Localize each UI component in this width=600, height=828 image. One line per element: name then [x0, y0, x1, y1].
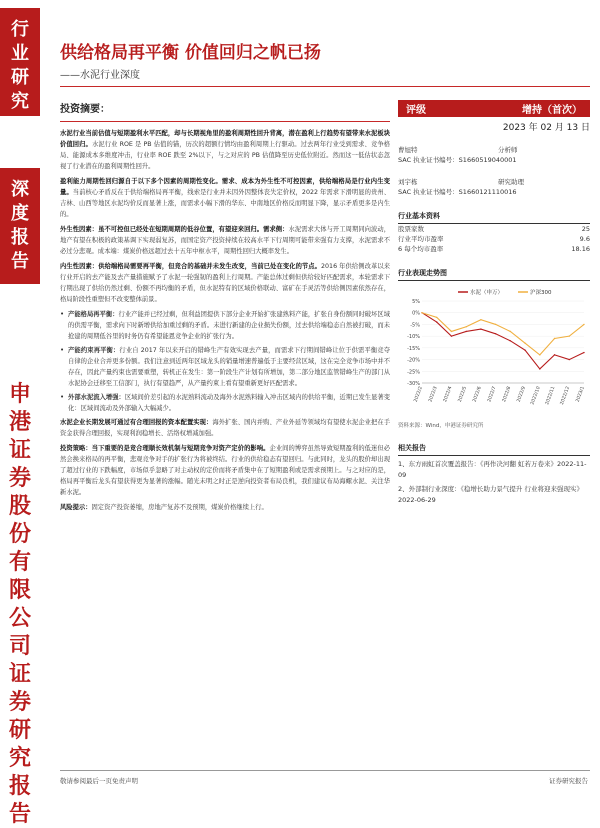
basic-info-key: 股票家数	[398, 225, 424, 233]
x-tick-label: 2023/1	[575, 385, 586, 403]
bullet-item	[60, 345, 390, 389]
vertical-char: 研	[8, 717, 31, 743]
data-point	[524, 342, 525, 343]
basic-info-row	[398, 224, 590, 234]
body-paragraph	[60, 261, 390, 305]
x-tick-label: 2022/6	[472, 385, 483, 403]
data-point	[539, 354, 540, 355]
basic-info-row	[398, 244, 590, 254]
vertical-char: 研	[11, 67, 29, 88]
paragraph-lead: 风险提示：	[60, 504, 92, 511]
related-report-item: 2、外部制行业深度：《稳增长助力景气提升 行业将迎来强现实》2022-06-29	[398, 485, 583, 504]
summary-heading: 投资摘要：	[60, 104, 110, 115]
vertical-char: 司	[8, 633, 31, 659]
right-column	[398, 100, 590, 506]
bullet-lead: 产能约束再平衡：	[68, 347, 120, 354]
vertical-char: 行	[11, 19, 29, 40]
body-paragraph	[60, 176, 390, 220]
vertical-char: 究	[11, 91, 29, 112]
data-point	[539, 368, 540, 369]
report-type-label-box	[0, 168, 40, 284]
body-paragraph	[60, 417, 390, 439]
paragraph-text: 水泥需求大体与开工周期同向波动，地产有望在积极的政策基调下实现弱复苏，而国定资产投资持续在较高水平下行周期可能带来强有力支撑，水泥需求不必过分悲观。成本端：煤炭价格远超过去十五年中枢水平，周期性回归大概率发生。	[60, 226, 391, 255]
header-divider	[60, 86, 590, 87]
vertical-char: 有	[8, 549, 31, 575]
y-tick-label: -15%	[407, 345, 420, 352]
body-paragraph	[60, 224, 390, 257]
series-line-0	[422, 313, 584, 369]
paragraph-lead: 盈利能力周期性回归源自于以下多个因素的周期性变化。需求、成本为外生性不可控因素，供给端格局是行业内生变量。	[60, 178, 390, 196]
bullet-lead: 外部水泥流入增强：	[68, 394, 125, 401]
data-point	[421, 312, 422, 313]
bullet-text: 行业自 2017 年以来开启的错峰生产有效实现去产量，而需求下行期间错峰让位于供需平衡竞夺自律的企业合并更多份额。我们注意到近两年区域龙头的销量增速普遍低于主要经营区域，这在完全竞争市场中并不存在，因此产量约束也需要重塑，转机正在发生：第一阶段生产计划有所增加，第二部分地区监管错峰生产的部门从水泥协会迁移至工信部门，执行有望趋严，从产量约束上看有望重新更好匹配需求。	[68, 347, 391, 387]
data-point	[436, 317, 437, 318]
vertical-char: 报	[8, 773, 31, 799]
category-label-box	[0, 8, 40, 116]
analyst-block	[398, 145, 590, 197]
x-tick-label: 2022/9	[516, 385, 527, 403]
data-point	[480, 319, 481, 320]
y-tick-label: -20%	[407, 357, 420, 364]
report-subtitle: ——水泥行业深度	[60, 70, 140, 81]
data-point	[554, 338, 555, 339]
basic-info-value: 18.16	[571, 245, 590, 253]
data-point	[524, 350, 525, 351]
paragraph-lead: 内生性因素：供给端格局需要再平衡，但竞合的基础并未发生改变，当前已处在变化的节点。	[60, 263, 322, 270]
x-tick-label: 2022/8	[502, 385, 513, 403]
main-column	[60, 100, 390, 780]
chart-title: 行业表现走势图	[398, 268, 590, 281]
footer-divider	[60, 770, 590, 771]
data-point	[465, 331, 466, 332]
data-point	[465, 326, 466, 327]
data-point	[451, 335, 452, 336]
related-report-item: 1、东方雨虹首次覆盖报告：《再作决河翻 虹若万卷来》2022-11-09	[398, 460, 587, 479]
analyst-cert: SAC 执业证书编号：S1660519040001	[398, 156, 517, 164]
analyst-role: 分析师	[498, 146, 518, 154]
data-point	[569, 359, 570, 360]
x-tick-label: 2022/11	[545, 385, 557, 406]
rating-label: 评级	[406, 105, 426, 116]
vertical-char: 券	[8, 689, 31, 715]
related-reports-title: 相关报告	[398, 443, 590, 456]
paragraph-lead: 投资策略：当下重要的是竞合理顺长效机制与短期竞争对资产定价的影响。	[60, 445, 270, 452]
basic-info-title: 行业基本资料	[398, 211, 590, 224]
rating-value: 增持（首次）	[522, 105, 582, 116]
body-paragraph	[60, 443, 390, 498]
paragraph-text: 海外扩张、国内并购、产业外延等领域均有望使水泥企业把在手资金获得合理回报，实现利润稳增长、活络权增减加强。	[60, 419, 391, 437]
bullet-text: 行业产能并已经过剩，但利益团提供下部分企业开始扩张建熟料产能，扩张自身份额同时破坏区域的供需平衡，需求向下时新增供给加重过剩的矛盾。未进行新建的企业损失份额，过去供给端稳态自然被打破，而未抢建的周期低谷里的时务仍有希望能恩竞争企业的扩张行为。	[68, 311, 391, 340]
report-title: 供给格局再平衡 价值回归之帆已扬	[60, 43, 321, 63]
performance-chart-svg	[398, 285, 590, 415]
summary-divider	[60, 121, 390, 122]
paragraph-lead: 水泥行业当前估值与短期盈利水平匹配，却与长期视角里的盈利周期性回升背离，潜在盈利上行趋势有望带来水泥板块价值回归。	[60, 130, 390, 148]
analyst-name: 曹旭特	[398, 146, 418, 154]
x-tick-label: 2022/5	[457, 385, 469, 403]
y-tick-label: -30%	[407, 381, 420, 387]
data-point	[569, 335, 570, 336]
bullet-item	[60, 392, 390, 414]
data-point	[510, 331, 511, 332]
body-paragraph	[60, 502, 390, 513]
bullet-lead: 产能格局再平衡：	[68, 311, 119, 318]
basic-info-value: 25	[581, 225, 590, 233]
basic-info-key: 6 每个均市盈率	[398, 245, 444, 253]
y-tick-label: -10%	[407, 334, 420, 341]
vertical-char: 报	[11, 227, 29, 248]
analyst-role: 研究助理	[498, 178, 524, 186]
basic-info-table	[398, 224, 590, 254]
x-tick-label: 2022/2	[413, 385, 424, 403]
basic-info-key: 行业平均市盈率	[398, 235, 444, 243]
body-paragraph	[60, 128, 390, 172]
vertical-char: 证	[8, 437, 31, 463]
vertical-char: 究	[8, 745, 31, 771]
legend-label: 沪深300	[530, 290, 552, 296]
data-point	[495, 324, 496, 325]
left-sidebar	[0, 0, 40, 827]
vertical-char: 业	[11, 43, 29, 64]
paragraph-text: 当前核心矛盾反在于供给端格局再平衡，线索是行业并未因外因整体丧失定价权，2022 年需求下滑明显的贵州、吉林、山西等地区水泥均价反而显著上涨，而需求小幅下滑的华东、中南地区价格反而明显下降，显示矛盾更多是内生的。	[60, 189, 390, 218]
y-tick-label: 5%	[412, 299, 420, 305]
data-point	[583, 352, 584, 353]
y-tick-label: 0%	[412, 310, 420, 317]
data-point	[554, 354, 555, 355]
basic-info-value: 9.6	[579, 235, 590, 243]
analyst-name: 刘宇栋	[398, 178, 418, 186]
y-tick-label: -5%	[410, 322, 420, 329]
data-point	[480, 328, 481, 329]
x-tick-label: 2022/10	[530, 385, 542, 406]
x-tick-label: 2022/7	[487, 385, 498, 403]
paragraph-text: 企业间的博弈虽然导致短期盈利的低迷但必然会换来格局的再平衡，悲观竞争对手的扩张行为将被终结。行业的供给稳态有望回归。与此同时，龙头的股价却出现了超过行业的下跌幅度，市场似乎忽略了对主动权的定价而将矛盾集中在了短期盈利或是需求预期上。与之对应的是，格局再平衡后龙头有望获得更为显著的涨幅。随光未明之时正是逆向投资者布局良机，我们建议布局海螺水泥、关注华新水泥。	[60, 445, 391, 496]
y-tick-label: -25%	[407, 369, 420, 376]
related-reports-list	[398, 459, 590, 506]
vertical-char: 限	[8, 577, 31, 603]
x-tick-label: 2022/12	[559, 385, 572, 406]
bullet-item	[60, 309, 390, 342]
data-point	[583, 324, 584, 325]
bullet-text: 区域间价差引起的水泥熟料流动及海外水泥熟料输入冲击区域内的供给平衡，近期已发生显著变化：区域间流动及外部输入大幅减少。	[68, 394, 391, 412]
company-name-vertical	[0, 380, 40, 827]
paragraph-lead: 水泥企业长期发展可通过有合理回报的资本配置实现：	[60, 419, 213, 426]
data-point	[495, 333, 496, 334]
vertical-char: 股	[8, 493, 31, 519]
paragraph-text: 水泥行业 ROE 是 PB 估值的锚，历次的超额行情均由盈利周期上行驱动。过去两年行业受到需求、竞争格局、能源成本多维度冲击，行业率 ROE 跌至 2%以下，与之对应的 PB 估值降至历史低位附近。然而这一低估状态忽视了行业潜在的盈利周期性回升。	[60, 141, 391, 170]
vertical-char: 证	[8, 661, 31, 687]
report-date: 2023 年 02 月 13 日	[502, 123, 590, 133]
data-point	[436, 321, 437, 322]
series-line-1	[422, 313, 584, 355]
vertical-char: 深	[11, 179, 29, 200]
vertical-char: 申	[8, 381, 31, 407]
footer-disclaimer: 敬请参阅最后一页免责声明	[60, 777, 138, 785]
data-point	[510, 340, 511, 341]
paragraph-text: 2016 年供给侧改革以来行业开启的去产能及去产量措施赋予了水泥一轮强韧的盈利上行周期。产能总体过剩但供给较好匹配需求，本轮需求下行期出现了供给仍然过剩、份额不再均衡的矛盾，但水泥特有的区域价格联动、富矿在手灵活等供给侧因素依然存在，格局阶段性重塑但不改变整体前景。	[60, 263, 391, 303]
performance-chart	[398, 285, 590, 419]
paragraph-lead: 外生性因素：虽不可控但已经处在短期周期的低谷位置，有望迎来回归。需求侧：	[60, 226, 289, 233]
vertical-char: 度	[11, 203, 29, 224]
vertical-char: 告	[11, 251, 29, 272]
vertical-char: 份	[8, 521, 31, 547]
rating-bar	[398, 100, 590, 117]
vertical-char: 告	[8, 801, 31, 827]
footer-label: 证券研究报告	[549, 777, 588, 785]
chart-source: 资料来源：Wind，申港证券研究所	[398, 423, 484, 429]
x-tick-label: 2022/4	[443, 385, 454, 403]
analyst-cert: SAC 执业证书编号：S1660121110016	[398, 188, 517, 196]
x-tick-label: 2022/3	[428, 385, 439, 403]
legend-label: 水泥（申万）	[470, 290, 504, 296]
vertical-char: 券	[8, 465, 31, 491]
basic-info-row	[398, 234, 590, 244]
vertical-char: 公	[8, 605, 31, 631]
paragraph-text: 固定资产投资萎缩，房地产复苏不及预期，煤炭价格继续上行。	[91, 504, 268, 511]
vertical-char: 港	[8, 409, 31, 435]
data-point	[451, 331, 452, 332]
